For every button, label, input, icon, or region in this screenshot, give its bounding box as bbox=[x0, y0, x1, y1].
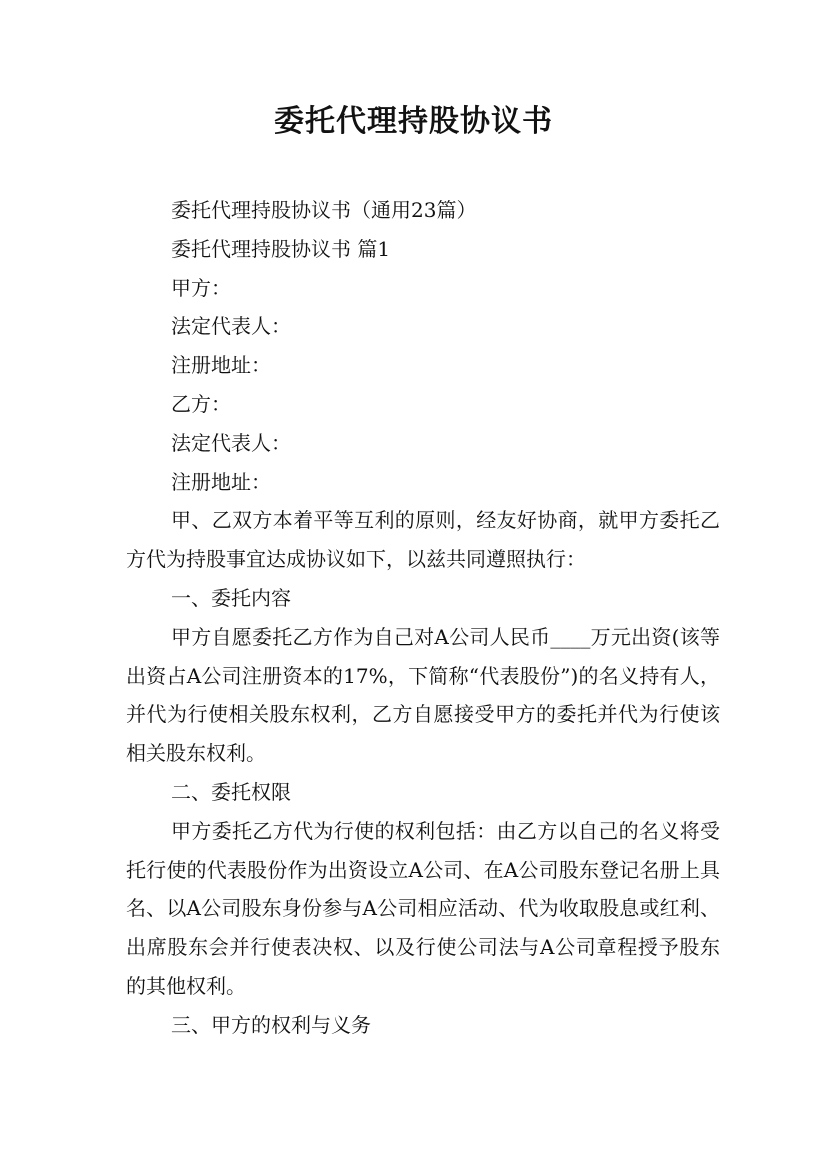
paragraph-preamble: 甲、乙双方本着平等互利的原则，经友好协商，就甲方委托乙方代为持股事宜达成协议如下，以兹共同遵照执行： bbox=[126, 508, 720, 572]
paragraph-section-heading: 委托代理持股协议书 篇1 bbox=[171, 236, 391, 261]
party-a-label: 甲方： bbox=[171, 275, 231, 300]
paragraph-entrust-content: 甲方自愿委托乙方作为自己对A公司人民币____万元出资(该等出资占A公司注册资本的17%，下简称“代表股份”)的名义持有人，并代为行使相关股东权利，乙方自愿接受甲方的委托并代为行使该相关股东权利。 bbox=[126, 624, 720, 766]
paragraph-subtitle: 委托代理持股协议书（通用23篇） bbox=[171, 198, 477, 222]
paragraph-entrust-authority: 甲方委托乙方代为行使的权利包括：由乙方以自己的名义将受托行使的代表股份作为出资设立A公司、在A公司股东登记名册上具名、以A公司股东身份参与A公司相应活动、代为收取股息或红利、出席股东会并行使表决权、以及行使公司法与A公司章程授予股东的其他权利。 bbox=[126, 818, 720, 998]
heading-entrust-content: 一、委托内容 bbox=[171, 585, 291, 610]
party-a-legal-rep: 法定代表人： bbox=[171, 314, 291, 339]
heading-entrust-authority: 二、委托权限 bbox=[171, 779, 291, 804]
document-body bbox=[126, 191, 720, 1045]
party-b-legal-rep: 法定代表人： bbox=[171, 430, 291, 455]
party-b-address: 注册地址： bbox=[171, 469, 271, 494]
party-a-address: 注册地址： bbox=[171, 353, 271, 378]
heading-party-a-rights: 三、甲方的权利与义务 bbox=[171, 1012, 371, 1037]
party-b-label: 乙方： bbox=[171, 391, 231, 416]
document-title: 委托代理持股协议书 bbox=[274, 104, 553, 139]
